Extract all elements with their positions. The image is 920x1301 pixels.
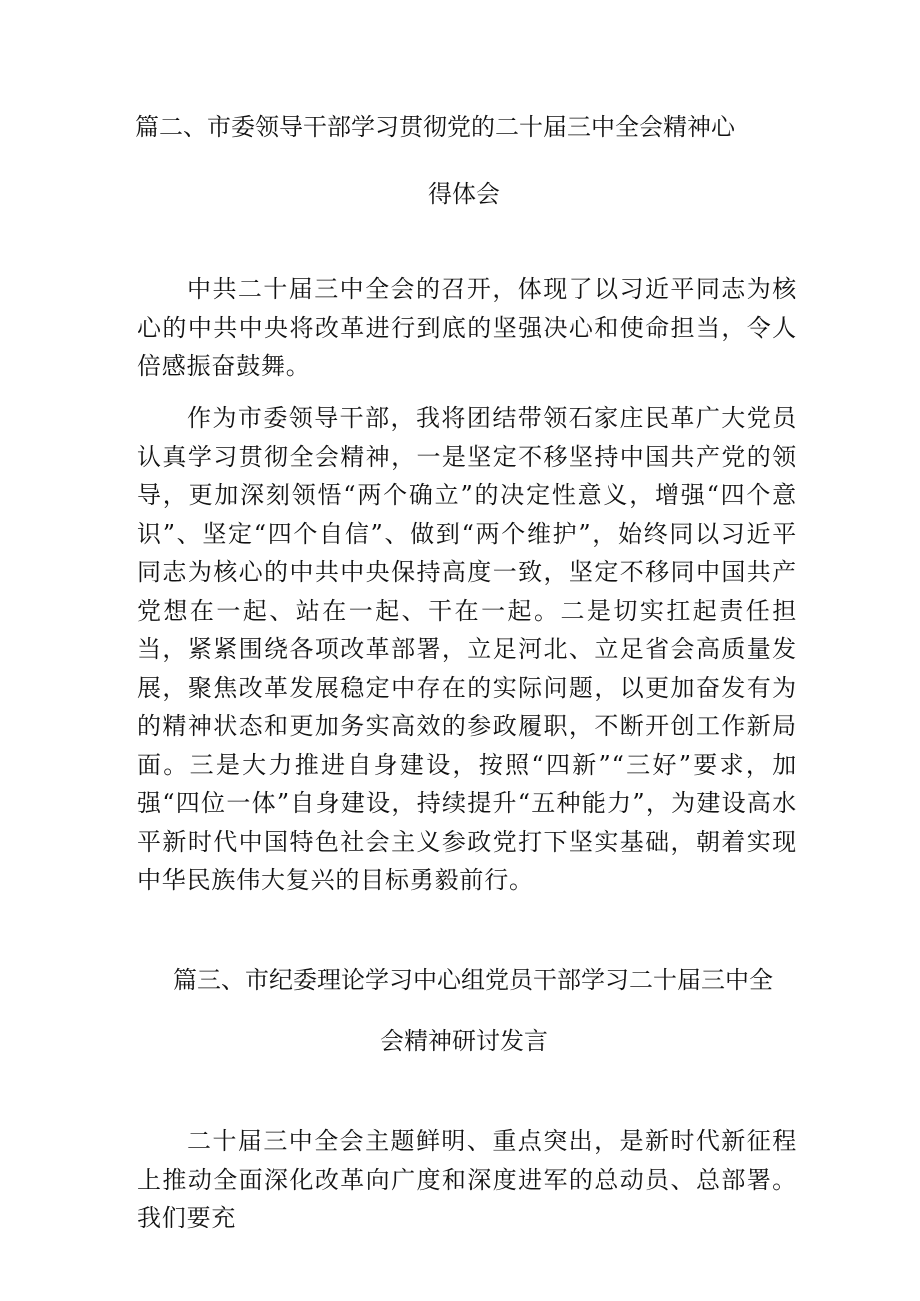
section-3-paragraph-1: 二十届三中全会主题鲜明、重点突出，是新时代新征程上推动全面深化改革向广度和深度进军的总动员、总部署。我们要充 (137, 1127, 797, 1232)
section-2-title-line-2: 得体会 (428, 180, 500, 208)
section-3-title-line-1: 篇三、市纪委理论学习中心组党员干部学习二十届三中全 (173, 966, 773, 994)
section-2-paragraph-1: 中共二十届三中全会的召开，体现了以习近平同志为核心的中共中央将改革进行到底的坚强决心和使命担当，令人倍感振奋鼓舞。 (137, 275, 797, 380)
section-2-paragraph-2: 作为市委领导干部，我将团结带领石家庄民革广大党员认真学习贯彻全会精神，一是坚定不移坚持中国共产党的领导，更加深刻领悟“两个确立”的决定性意义，增强“四个意识”、坚定“四个自信”、做到“两个维护”，始终同以习近平同志为核心的中共中央保持高度一致，坚定不移同中国共产党想在一起、站在一起、干在一起。二是切实扛起责任担当，紧紧围绕各项改革部署，立足河北、立足省会高质量发展，聚焦改革发展稳定中存在的实际问题，以更加奋发有为的精神状态和更加务实高效的参政履职，不断开创工作新局面。三是大力推进自身建设，按照“四新”“三好”要求，加强“四位一体”自身建设，持续提升“五种能力”，为建设高水平新时代中国特色社会主义参政党打下坚实基础，朝着实现中华民族伟大复兴的目标勇毅前行。 (137, 404, 797, 894)
section-2-title-line-1: 篇二、市委领导干部学习贯彻党的二十届三中全会精神心 (135, 113, 735, 141)
section-3-title-line-2: 会精神研讨发言 (380, 1027, 548, 1055)
